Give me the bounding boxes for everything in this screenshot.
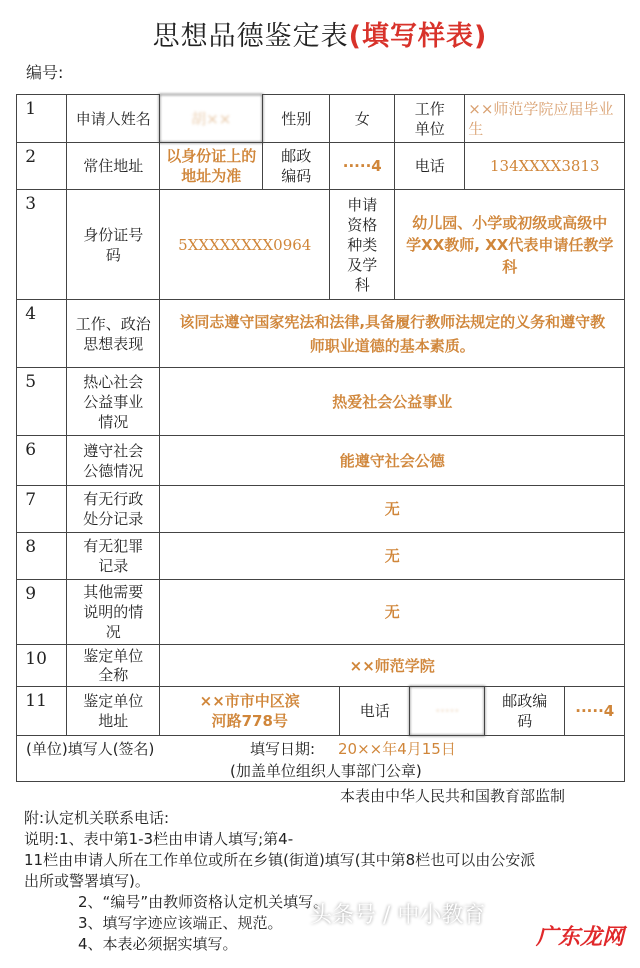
public-welfare-value-cell [159,367,625,436]
other-notes-label-cell [66,579,160,645]
public-morality-value: 能遵守社会公德 [339,451,445,470]
unit-address-label-cell [66,686,160,736]
note-line: 11栏由申请人所在工作单位或所在乡镇(街道)填写(其中第8栏也可以由公安派 [24,851,536,869]
id-value-cell [159,189,330,300]
row-number: 2 [25,147,37,168]
unit-phone-label-cell [339,686,410,736]
appraisal-unit-value: ××师范学院 [349,656,435,675]
site-logo: 广东龙网 [530,918,630,953]
name-label-cell [66,94,160,143]
unit-phone-label: 电话 [359,702,390,721]
row-cell [16,686,67,736]
conduct-value: 该同志遵守国家宪法和法律,具备履行教师法规定的义务和遵守教师职业道德的基本素质。 [179,312,606,355]
admin-penalty-label: 有无行政处分记录 [83,490,144,529]
phone-value: 134XXXX3813 [489,157,600,176]
other-notes-label: 其他需要说明的情况 [83,583,144,642]
criminal-record-value: 无 [384,547,400,566]
qualification-value: 幼儿园、小学或初级或高级中学XX教师, XX代表申请任教学科 [406,213,614,276]
row-cell [16,579,67,645]
work-label-cell [394,94,465,143]
note-line: 4、本表必须据实填写。 [78,935,238,953]
zip-value: ·····4 [342,157,382,176]
row-number: 1 [25,99,37,120]
row-number: 11 [25,691,47,712]
unit-address-value-cell [159,686,340,736]
unit-phone-value-cell [409,686,485,736]
conduct-value-cell [159,299,625,368]
unit-address-label: 鉴定单位地址 [83,692,144,731]
conduct-label-cell [66,299,160,368]
appraisal-unit-label: 鉴定单位全称 [83,646,144,684]
phone-value-cell [464,142,625,190]
conduct-label: 工作、政治思想表现 [75,314,151,353]
admin-penalty-label-cell [66,485,160,533]
work-label: 工作单位 [414,99,445,138]
page-title [0,14,640,53]
note-line: 附:认定机关联系电话: [24,809,170,827]
qualification-label-cell [329,189,395,300]
supervision-note: 本表由中华人民共和国教育部监制 [340,787,566,805]
public-morality-label-cell [66,435,160,486]
row-cell [16,644,67,687]
unit-zip-value-cell [564,686,625,736]
row-cell [16,485,67,533]
note-line: 说明:1、表中第1-3栏由申请人填写;第4- [24,830,294,848]
filler-signature-label: (单位)填写人(签名) [26,740,155,758]
other-notes-value-cell [159,579,625,645]
row-cell [16,94,67,143]
appraisal-unit-value-cell [159,644,625,687]
title-sample: (填写样表) [348,21,488,52]
id-value: 5XXXXXXXX0964 [178,235,312,254]
note-line: 3、填写字迹应该端正、规范。 [78,914,283,932]
row-number: 8 [25,537,37,558]
other-notes-value: 无 [384,603,400,622]
row-number: 4 [25,304,37,325]
row-number: 5 [25,372,37,393]
qualification-label: 申请资格种类及学科 [347,195,378,294]
gender-value: 女 [354,109,370,128]
unit-address-value: ××市市中区滨河路778号 [199,692,300,731]
gender-label: 性别 [281,109,312,128]
date-label: 填写日期: [250,740,316,758]
phone-label: 电话 [414,157,445,176]
unit-zip-label: 邮政编码 [502,692,548,731]
name-value-cell [159,94,263,143]
watermark: 头条号 / 中小教育 [310,903,486,928]
date-value: 20××年4月15日 [338,740,456,758]
row-cell [16,189,67,300]
row-number: 3 [25,194,37,215]
zip-value-cell [329,142,395,190]
row-cell [16,142,67,190]
name-value: 胡×× [191,109,232,128]
zip-label-cell [262,142,330,190]
work-value-cell [464,94,625,143]
id-label-cell [66,189,160,300]
work-value: ××师范学院应届毕业生 [468,99,614,138]
serial-label: 编号: [26,63,64,82]
row-number: 6 [25,440,37,461]
zip-label: 邮政编码 [281,147,312,186]
title-main: 思想品德鉴定表 [152,21,349,52]
admin-penalty-value: 无 [384,500,400,519]
note-line: 出所或警署填写)。 [24,872,150,890]
address-value-cell [159,142,263,190]
row-cell [16,435,67,486]
public-welfare-label: 热心社会公益事业情况 [83,372,144,431]
row-number: 9 [25,584,37,605]
address-label: 常住地址 [83,157,144,176]
unit-phone-value: ····· [435,702,460,721]
name-label: 申请人姓名 [75,109,151,128]
unit-zip-value: ·····4 [575,702,615,721]
row-number: 10 [25,649,47,670]
row-cell [16,532,67,580]
row-number: 7 [25,490,37,511]
qualification-value-cell [394,189,625,300]
gender-label-cell [262,94,330,143]
unit-zip-label-cell [484,686,565,736]
stamp-note: (加盖单位组织人事部门公章) [230,762,422,780]
row-cell [16,367,67,436]
criminal-record-value-cell [159,532,625,580]
public-welfare-value: 热爱社会公益事业 [332,392,453,411]
gender-value-cell [329,94,395,143]
public-morality-label: 遵守社会公德情况 [83,441,144,480]
phone-label-cell [394,142,465,190]
note-line: 2、“编号”由教师资格认定机关填写。 [78,893,329,911]
criminal-record-label: 有无犯罪记录 [83,537,144,576]
row-cell [16,299,67,368]
admin-penalty-value-cell [159,485,625,533]
appraisal-unit-label-cell [66,644,160,687]
public-morality-value-cell [159,435,625,486]
public-welfare-label-cell [66,367,160,436]
address-value: 以身份证上的地址为准 [166,147,257,186]
criminal-record-label-cell [66,532,160,580]
id-label: 身份证号码 [83,225,144,264]
address-label-cell [66,142,160,190]
